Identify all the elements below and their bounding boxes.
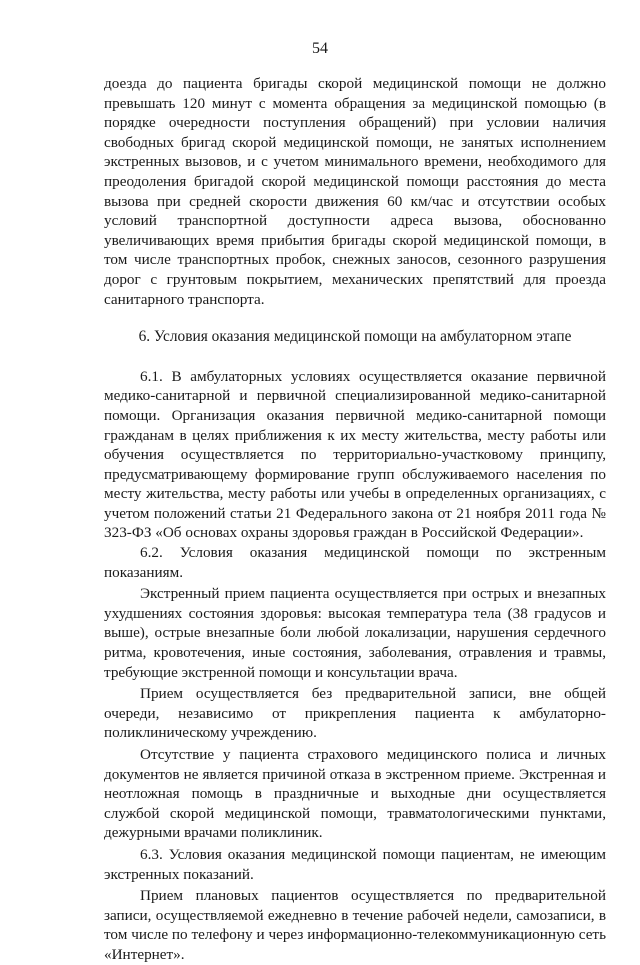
paragraph-6-3-planned: Прием плановых пациентов осуществляется по предварительной записи, осуществляемой ежедневно в течение рабочей недели, самозаписи, в том числе по телефону и через информационно-телекоммуникационную сеть «Интернет». [104,887,606,963]
paragraph-6-2-no-policy: Отсутствие у пациента страхового медицинского полиса и личных документов не является причиной отказа в экстренном приеме. Экстренная и неотложная помощь в праздничные и выходные дни осуществляется службой скорой медицинской помощи, травматологическими пунктами, дежурными врачами поликлиник. [104,746,606,842]
page-number: 54 [312,40,328,57]
paragraph-6-1: 6.1. В амбулаторных условиях осуществляется оказание первичной медико-санитарной и первичной специализированной медико-санитарной помощи. Организация оказания первичной медико-санитарной помощи гражданам в целях приближения к их месту жительства, месту работы или обучения осуществляется по территориально-участковому принципу, предусматривающему формирование групп обслуживаемого населения по месту жительства, месту работы или учебы в определенных организациях, с учетом положений статьи 21 Федерального закона от 21 ноября 2011 года № 323-ФЗ «Об основах охраны здоровья граждан в Российской Федерации». [104,367,606,542]
paragraph-6-2-emergency: Экстренный прием пациента осуществляется при острых и внезапных ухудшениях состояния здоровья: высокая температура тела (38 градусов и выше), острые внезапные боли любой локализации, нарушения сердечного ритма, кровотечения, иные состояния, заболевания, отравления и травмы, требующие экстренной помощи и консультации врача. [104,585,606,681]
paragraph-6-2: 6.2. Условия оказания медицинской помощи по экстренным показаниям. [104,544,606,581]
document-body [104,74,606,965]
section-heading-6: 6. Условия оказания медицинской помощи на амбулаторном этапе [138,328,572,346]
paragraph-6-3: 6.3. Условия оказания медицинской помощи пациентам, не имеющим экстренных показаний. [104,845,606,883]
paragraph-6-2-no-appointment: Прием осуществляется без предварительной записи, вне общей очереди, независимо от прикрепления пациента к амбулаторно-поликлиническому учреждению. [104,685,606,742]
paragraph-continuation: доезда до пациента бригады скорой медицинской помощи не должно превышать 120 минут с момента обращения за медицинской помощью (в порядке очередности поступления обращений) при условии наличия свободных бригад скорой медицинской помощи, не занятых исполнением экстренных вызовов, и с учетом минимального времени, необходимого для преодоления бригадой скорой медицинской помощи расстояния до места вызова при средней скорости движения 60 км/час и отсутствии особых условий транспортной доступности адреса вызова, обоснованно увеличивающих время прибытия бригады скорой медицинской помощи, в том числе транспортных пробок, снежных заносов, сезонного разрушения дорог с грунтовым покрытием, механических препятствий для проезда санитарного транспорта. [104,75,606,308]
